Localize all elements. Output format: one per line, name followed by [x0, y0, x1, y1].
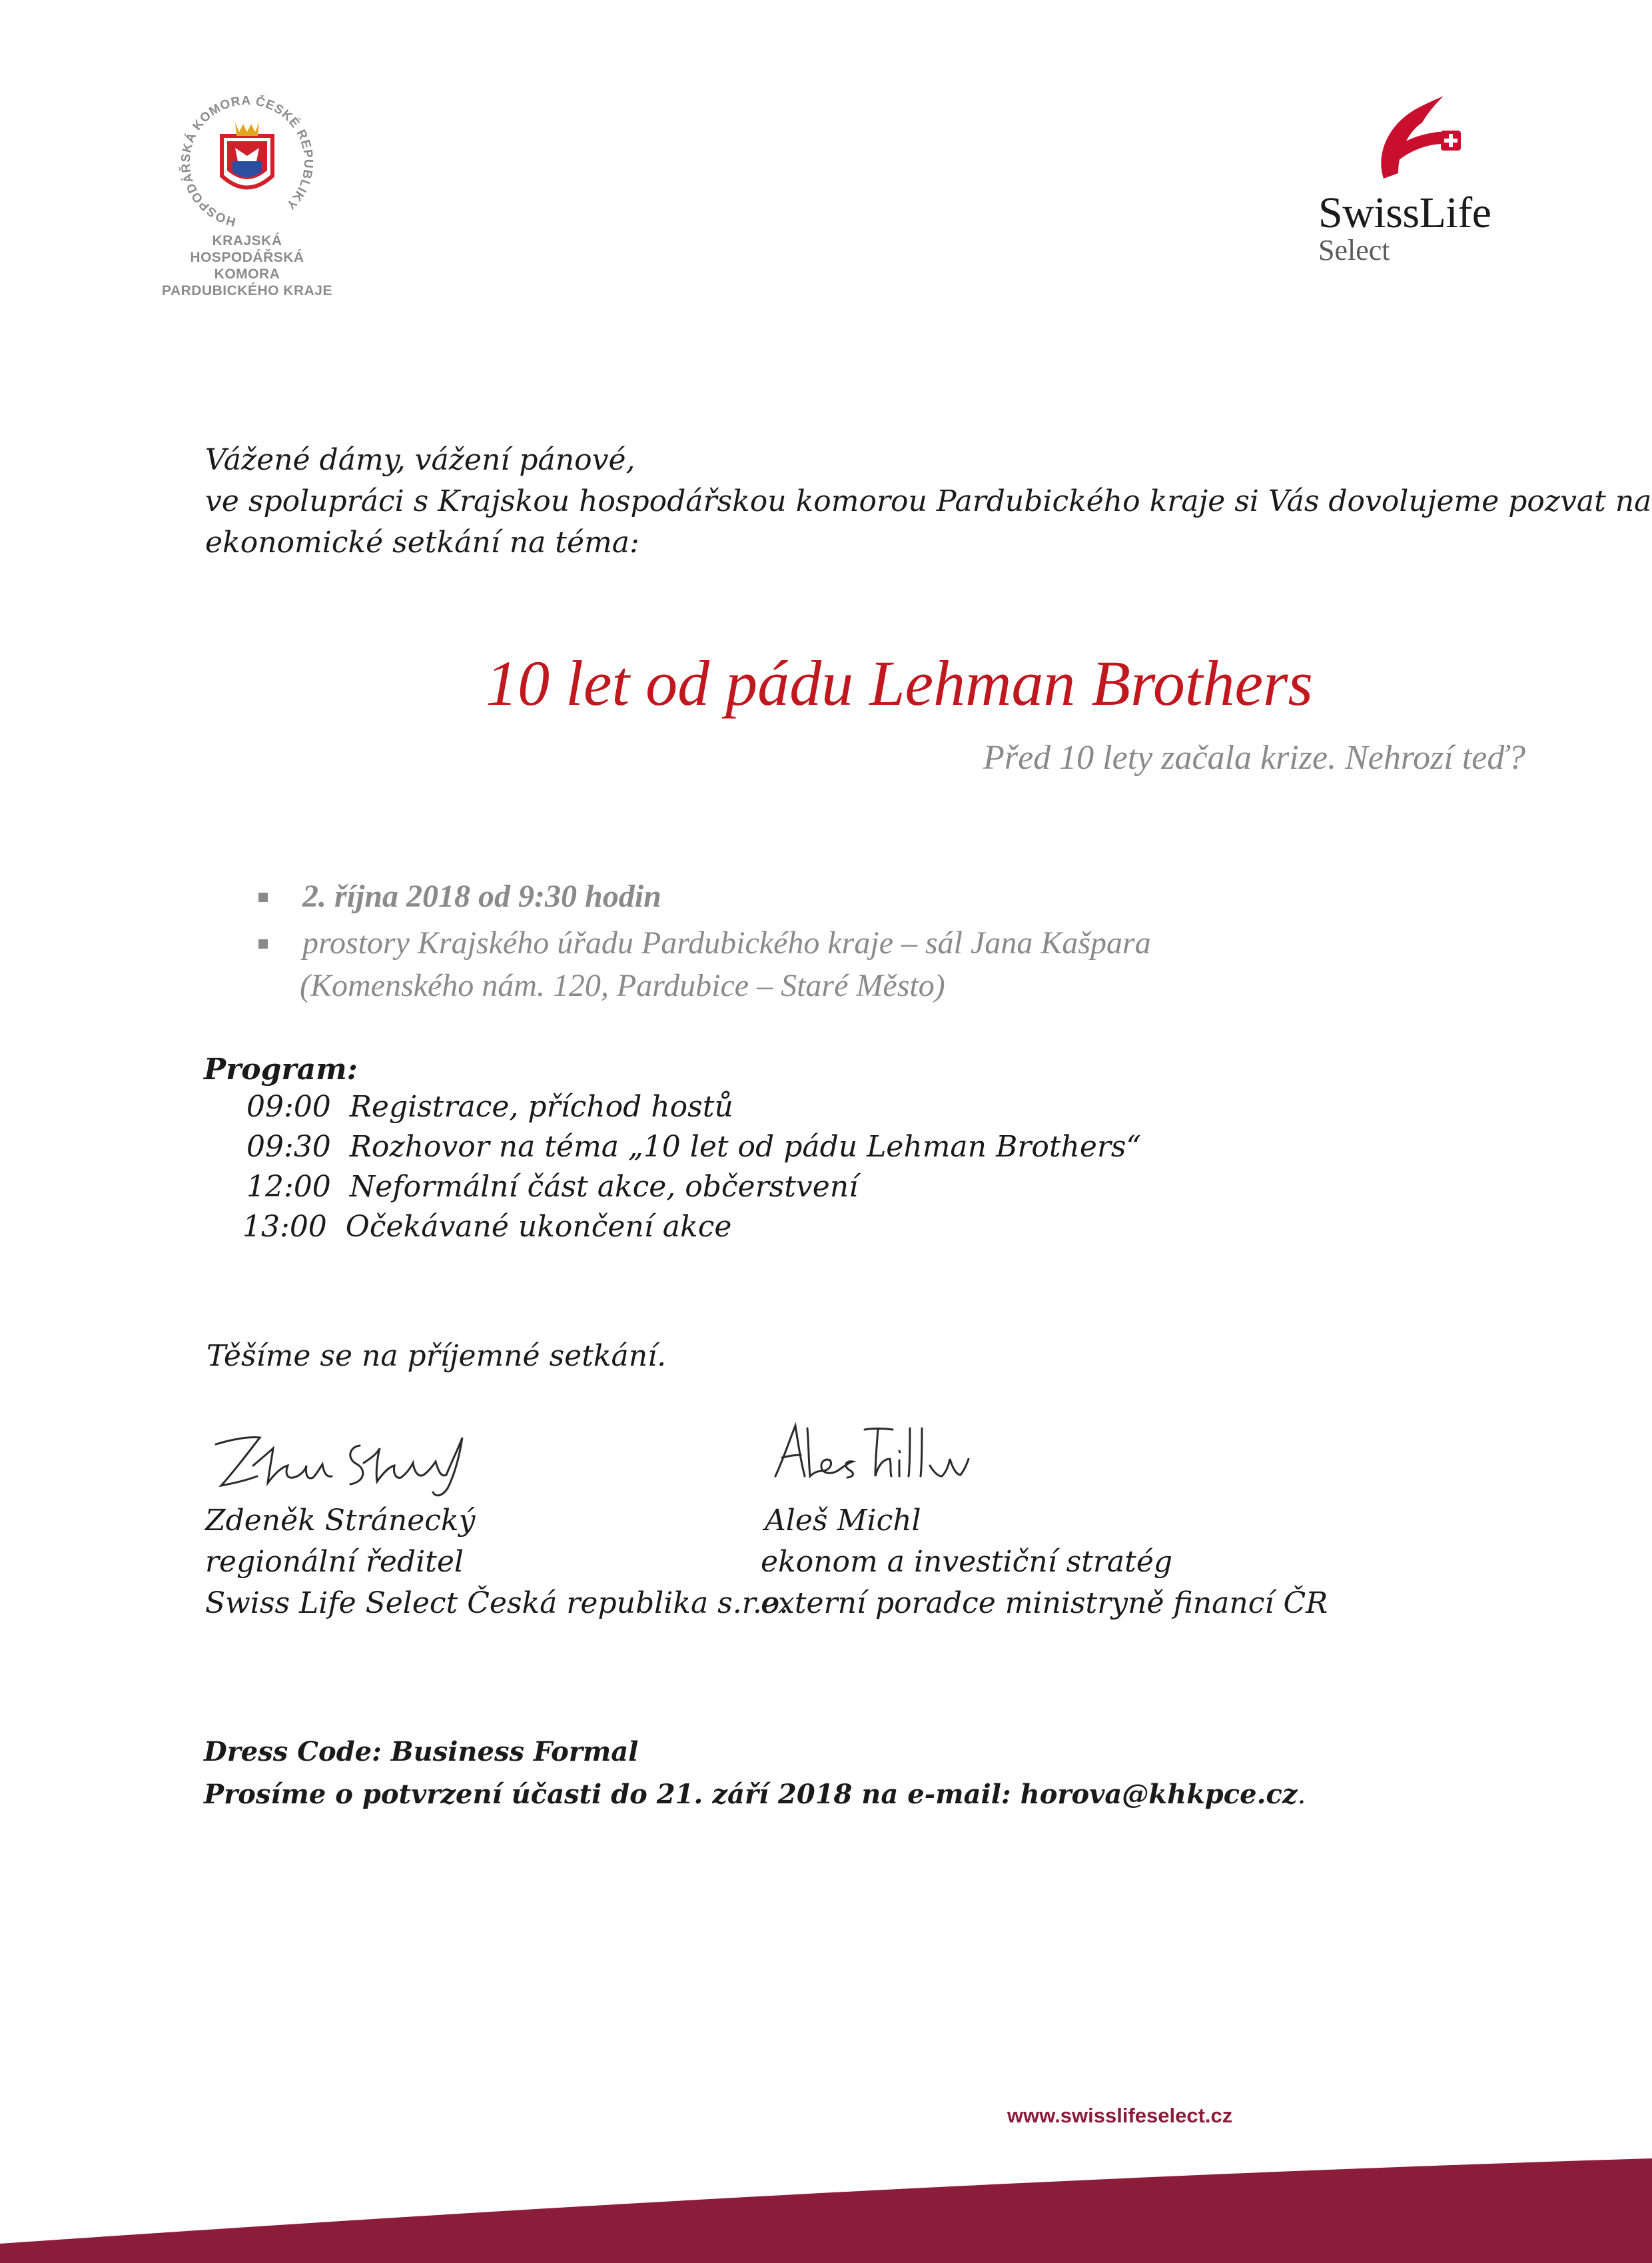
event-venue: prostory Krajského úřadu Pardubického kraje – sál Jana Kašpara — [302, 925, 1151, 961]
venue-bullet-icon — [258, 939, 268, 949]
chamber-logo — [157, 83, 337, 298]
signatory-role: ekonom a investiční stratég — [761, 1545, 1173, 1579]
swisslife-mark-icon — [1369, 93, 1462, 193]
greeting-line-2: ve spolupráci s Krajskou hospodářskou komorou Pardubického kraje si Vás dovolujeme pozvat na — [205, 484, 1652, 518]
program-item — [242, 1210, 731, 1244]
signatory-org: Swiss Life Select Česká republika s.r.o. — [205, 1586, 789, 1620]
website-link[interactable]: www.swisslifeselect.cz — [1007, 2104, 1233, 2127]
event-subtitle: Před 10 lety začala krize. Nehrozí teď? — [983, 739, 1525, 777]
event-address: (Komenského nám. 120, Pardubice – Staré Město) — [300, 968, 945, 1003]
program-item — [246, 1170, 858, 1204]
date-bullet-icon — [258, 893, 268, 902]
event-date: 2. října 2018 od 9:30 hodin — [302, 879, 661, 914]
chamber-logo-line-3: PARDUBICKÉHO KRAJE — [162, 283, 332, 298]
program-item — [246, 1130, 1141, 1164]
swisslife-sub: Select — [1318, 234, 1390, 266]
greeting — [205, 440, 1651, 564]
greeting-line-3: ekonomické setkání na téma: — [205, 526, 639, 560]
signature-stranecky — [206, 1419, 486, 1499]
program-text: Rozhovor na téma „10 let od pádu Lehman Brothers“ — [349, 1130, 1141, 1164]
program-text: Očekávané ukončení akce — [345, 1210, 732, 1244]
signatory-role: regionální ředitel — [205, 1545, 464, 1579]
rsvp-text: Prosíme o potvrzení účasti do 21. září 2018 na e-mail: horova@khkpce.cz — [204, 1779, 1298, 1810]
rsvp-line — [204, 1773, 1306, 1816]
signatory-org: externí poradce ministryně financí ČR — [761, 1586, 1328, 1620]
chamber-logo-line-2: HOSPODÁŘSKÁ KOMORA — [190, 250, 304, 282]
rsvp-end: . — [1297, 1779, 1306, 1810]
closing-text: Těšíme se na příjemné setkání. — [206, 1339, 667, 1373]
program-time: 09:30 — [246, 1130, 331, 1164]
swisslife-brand: SwissLife — [1318, 189, 1491, 237]
signatory-1 — [205, 1500, 789, 1624]
signatory-name: Zdeněk Stránecký — [205, 1504, 476, 1538]
signatory-name: Aleš Michl — [765, 1504, 921, 1538]
footer-wave — [0, 2132, 1652, 2263]
program-text: Registrace, příchod hostů — [349, 1090, 733, 1124]
swisslife-logo — [1316, 93, 1529, 273]
chamber-emblem-icon — [161, 83, 334, 232]
chamber-ring-text: HOSPODÁŘSKÁ KOMORA ČESKÉ REPUBLIKY — [179, 93, 316, 229]
program-item — [246, 1090, 733, 1124]
greeting-line-1: Vážené dámy, vážení pánové, — [205, 443, 635, 477]
program-time: 12:00 — [246, 1170, 331, 1204]
program-text: Neformální část akce, občerstvení — [349, 1170, 859, 1204]
event-title: 10 let od pádu Lehman Brothers — [486, 648, 1313, 719]
signature-michl — [766, 1412, 1046, 1492]
program-heading: Program: — [204, 1053, 358, 1087]
program-time: 09:00 — [246, 1090, 331, 1124]
dress-code: Dress Code: Business Formal — [204, 1736, 639, 1767]
program-time: 13:00 — [242, 1210, 327, 1244]
chamber-logo-line-1: KRAJSKÁ — [212, 233, 282, 248]
signatory-2 — [761, 1500, 1328, 1624]
footer-notes — [204, 1731, 1306, 1816]
